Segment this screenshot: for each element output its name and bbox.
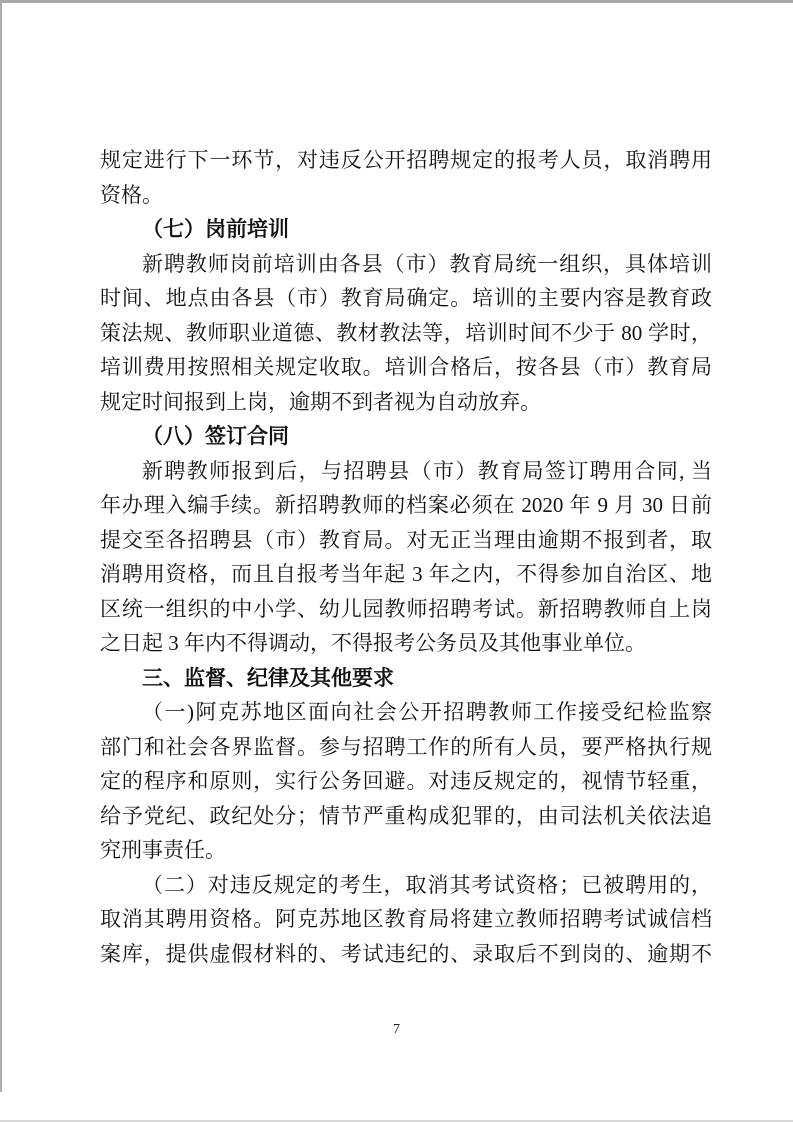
document-line: 资格。 bbox=[100, 182, 163, 207]
section-heading: （七）岗前培训 bbox=[142, 217, 289, 241]
document-line: 消聘用资格，而且自报考当年起 3 年之内，不得参加自治区、地 bbox=[100, 562, 712, 586]
document-line: 区统一组织的中小学、幼儿园教师招聘考试。新招聘教师自上岗 bbox=[100, 596, 712, 621]
page-left-edge bbox=[0, 0, 2, 1092]
document-line: 时间、地点由各县（市）教育局确定。培训的主要内容是教育政 bbox=[100, 286, 712, 310]
page-top-edge bbox=[0, 0, 793, 3]
document-line: 规定进行下一环节，对违反公开招聘规定的报考人员，取消聘用 bbox=[100, 148, 712, 172]
document-line: 案库，提供虚假材料的、考试违纪的、录取后不到岗的、逾期不 bbox=[100, 941, 712, 966]
document-line: 培训费用按照相关规定收取。培训合格后，按各县（市）教育局 bbox=[100, 355, 712, 379]
document-line: 新聘教师报到后，与招聘县（市）教育局签订聘用合同, 当 bbox=[142, 458, 712, 483]
document-line: （二）对违反规定的考生，取消其考试资格；已被聘用的， bbox=[142, 872, 712, 897]
document-line: 给予党纪、政纪处分；情节严重构成犯罪的，由司法机关依法追 bbox=[100, 803, 712, 828]
section-heading: （八）签订合同 bbox=[142, 424, 289, 448]
document-line: 定的程序和原则，实行公务回避。对违反规定的，视情节轻重， bbox=[100, 769, 712, 793]
document-line: （一)阿克苏地区面向社会公开招聘教师工作接受纪检监察 bbox=[142, 700, 712, 724]
document-line: 年办理入编手续。新招聘教师的档案必须在 2020 年 9 月 30 日前 bbox=[100, 493, 712, 517]
document-line: 究刑事责任。 bbox=[100, 838, 226, 862]
document-line: 新聘教师岗前培训由各县（市）教育局统一组织，具体培训 bbox=[142, 251, 712, 276]
document-line: 提交至各招聘县（市）教育局。对无正当理由逾期不报到者，取 bbox=[100, 527, 712, 552]
document-line: 之日起 3 年内不得调动，不得报考公务员及其他事业单位。 bbox=[100, 631, 646, 655]
document-line: 取消其聘用资格。阿克苏地区教育局将建立教师招聘考试诚信档 bbox=[100, 907, 712, 931]
page-number: 7 bbox=[393, 1022, 400, 1037]
document-text-block bbox=[100, 143, 712, 971]
section-heading: 三、监督、纪律及其他要求 bbox=[142, 665, 394, 690]
document-line: 策法规、教师职业道德、教材教法等，培训时间不少于 80 学时， bbox=[100, 320, 712, 345]
document-line: 规定时间报到上岗，逾期不到者视为自动放弃。 bbox=[100, 389, 541, 414]
document-line: 部门和社会各界监督。参与招聘工作的所有人员，要严格执行规 bbox=[100, 734, 712, 759]
